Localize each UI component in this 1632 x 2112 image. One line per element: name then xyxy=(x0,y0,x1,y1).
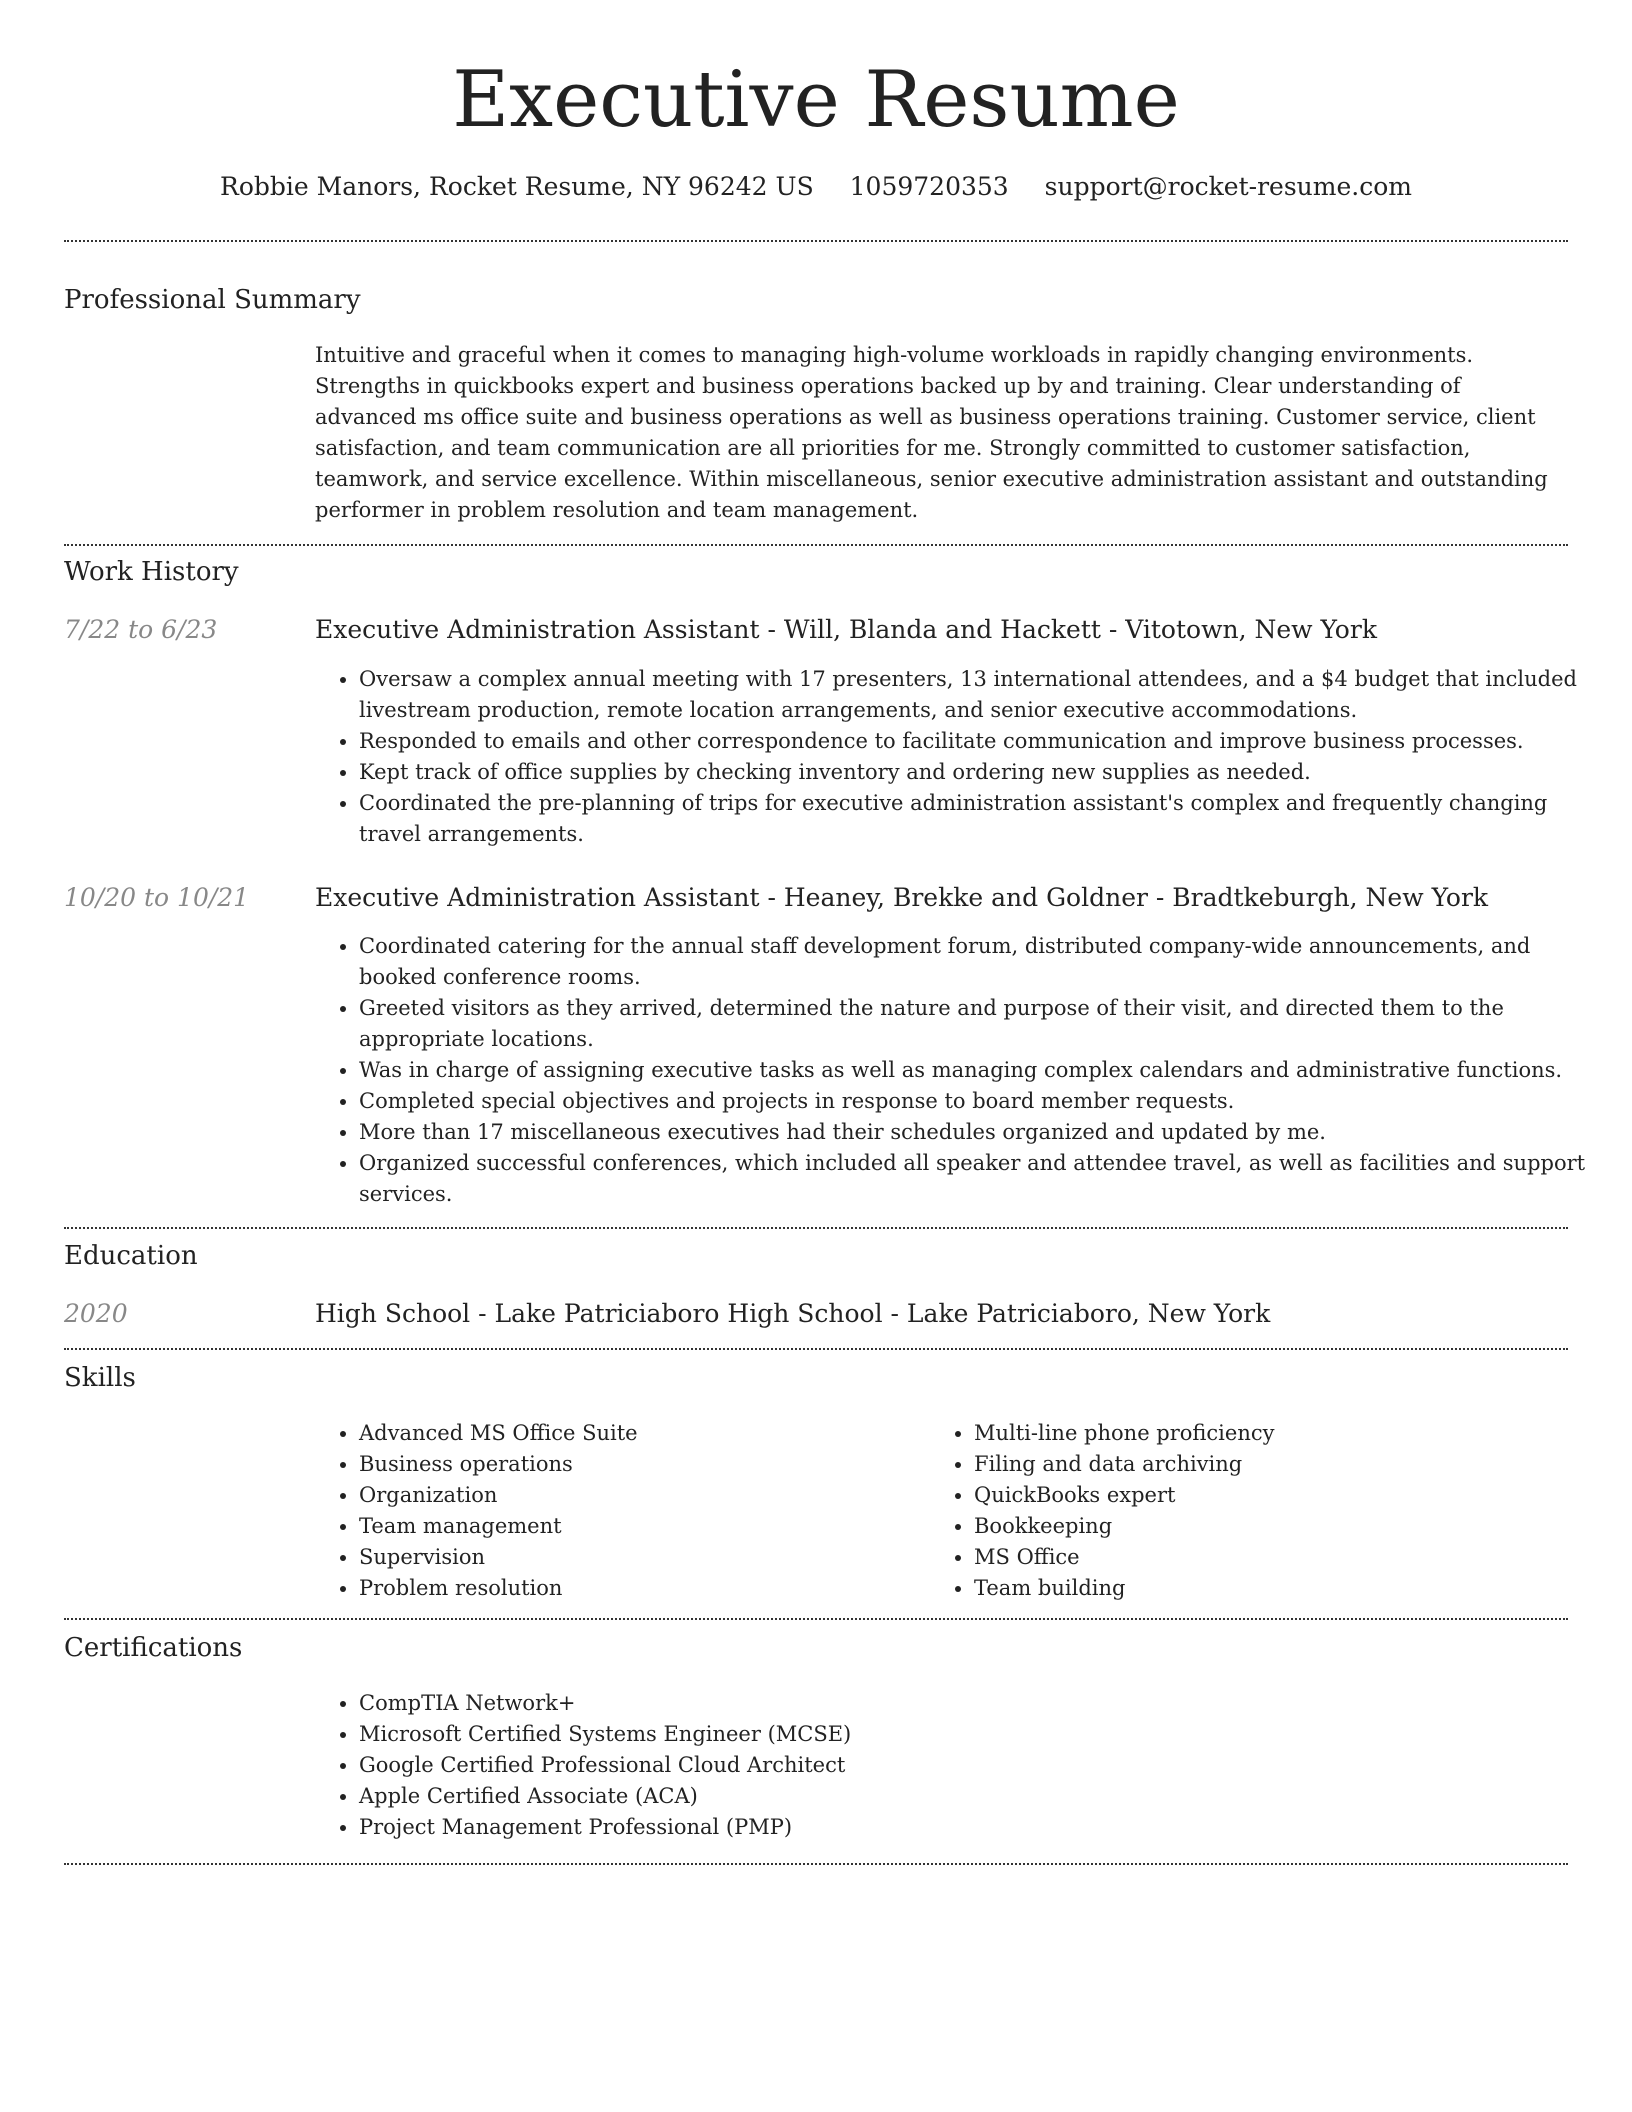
list-item: • Coordinated the pre-planning of trips for executive administration assistant's complex and frequently changing travel arrangements. xyxy=(359,788,1614,850)
list-item: • Bookkeeping xyxy=(974,1511,1574,1542)
contact-line xyxy=(0,170,1632,204)
list-item: • Oversaw a complex annual meeting with 17 presenters, 13 international attendees, and a $4 budget that included livestream production, remote location arrangements, and senior executive accommodations. xyxy=(359,664,1614,726)
list-item: • Completed special objectives and projects in response to board member requests. xyxy=(359,1086,1614,1117)
job-bullets xyxy=(315,664,1614,850)
section-heading-summary: Professional Summary xyxy=(64,285,361,315)
list-item: • Greeted visitors as they arrived, determined the nature and purpose of their visit, and directed them to the appropriate locations. xyxy=(359,993,1614,1055)
list-item: • Responded to emails and other correspondence to facilitate communication and improve business processes. xyxy=(359,726,1614,757)
list-item: • Advanced MS Office Suite xyxy=(359,1418,919,1449)
list-item: • CompTIA Network+ xyxy=(359,1688,1559,1719)
list-item: • Microsoft Certified Systems Engineer (MCSE) xyxy=(359,1719,1559,1750)
list-item: • Kept track of office supplies by checking inventory and ordering new supplies as needed. xyxy=(359,757,1614,788)
list-item: • Filing and data archiving xyxy=(974,1449,1574,1480)
divider xyxy=(64,544,1568,546)
list-item: • QuickBooks expert xyxy=(974,1480,1574,1511)
list-item: • More than 17 miscellaneous executives had their schedules organized and updated by me. xyxy=(359,1117,1614,1148)
list-item: • Apple Certified Associate (ACA) xyxy=(359,1781,1559,1812)
list-item: • Was in charge of assigning executive tasks as well as managing complex calendars and administrative functions. xyxy=(359,1055,1614,1086)
section-heading-work: Work History xyxy=(64,557,239,587)
contact-email: support@rocket-resume.com xyxy=(1044,172,1412,201)
list-item: • MS Office xyxy=(974,1542,1574,1573)
divider xyxy=(64,1618,1568,1620)
divider xyxy=(64,1348,1568,1350)
list-item: • Problem resolution xyxy=(359,1573,919,1604)
list-item: • Coordinated catering for the annual staff development forum, distributed company-wide announcements, and booked conference rooms. xyxy=(359,931,1614,993)
divider xyxy=(64,1863,1568,1865)
list-item: • Team management xyxy=(359,1511,919,1542)
list-item: • Multi-line phone proficiency xyxy=(974,1418,1574,1449)
certifications-list xyxy=(315,1688,1559,1843)
resume-title: Executive Resume xyxy=(452,55,1180,145)
list-item: • Organization xyxy=(359,1480,919,1511)
education-title: High School - Lake Patriciaboro High School - Lake Patriciaboro, New York xyxy=(315,1299,1271,1328)
job-dates: 7/22 to 6/23 xyxy=(64,615,218,644)
job-title: Executive Administration Assistant - Will, Blanda and Hackett - Vitotown, New York xyxy=(315,615,1377,644)
summary-text: Intuitive and graceful when it comes to managing high-volume workloads in rapidly changing environments. Strengths in quickbooks expert and business operations backed up by and training. Clear understanding of advanced ms office suite and business operations as well as business operations training. Customer service, client satisfaction, and team communication are all priorities for me. Strongly committed to customer satisfaction, teamwork, and service excellence. Within miscellaneous, senior executive administration assistant and outstanding performer in problem resolution and team management. xyxy=(315,343,1548,522)
section-heading-skills: Skills xyxy=(64,1363,136,1393)
job-title: Executive Administration Assistant - Heaney, Brekke and Goldner - Bradtkeburgh, New York xyxy=(315,883,1489,912)
divider xyxy=(64,240,1568,242)
list-item: • Team building xyxy=(974,1573,1574,1604)
list-item: • Project Management Professional (PMP) xyxy=(359,1812,1559,1843)
section-heading-education: Education xyxy=(64,1241,198,1271)
skills-list-right xyxy=(930,1418,1574,1604)
list-item: • Google Certified Professional Cloud Architect xyxy=(359,1750,1559,1781)
contact-address: Robbie Manors, Rocket Resume, NY 96242 US xyxy=(220,172,814,201)
contact-phone: 1059720353 xyxy=(849,172,1009,201)
job-dates: 10/20 to 10/21 xyxy=(64,883,250,912)
job-bullets xyxy=(315,931,1614,1210)
list-item: • Organized successful conferences, which included all speaker and attendee travel, as well as facilities and support services. xyxy=(359,1148,1614,1210)
skills-list-left xyxy=(315,1418,919,1604)
education-year: 2020 xyxy=(64,1299,128,1328)
list-item: • Business operations xyxy=(359,1449,919,1480)
list-item: • Supervision xyxy=(359,1542,919,1573)
divider xyxy=(64,1227,1568,1229)
section-heading-certifications: Certifications xyxy=(64,1633,243,1663)
